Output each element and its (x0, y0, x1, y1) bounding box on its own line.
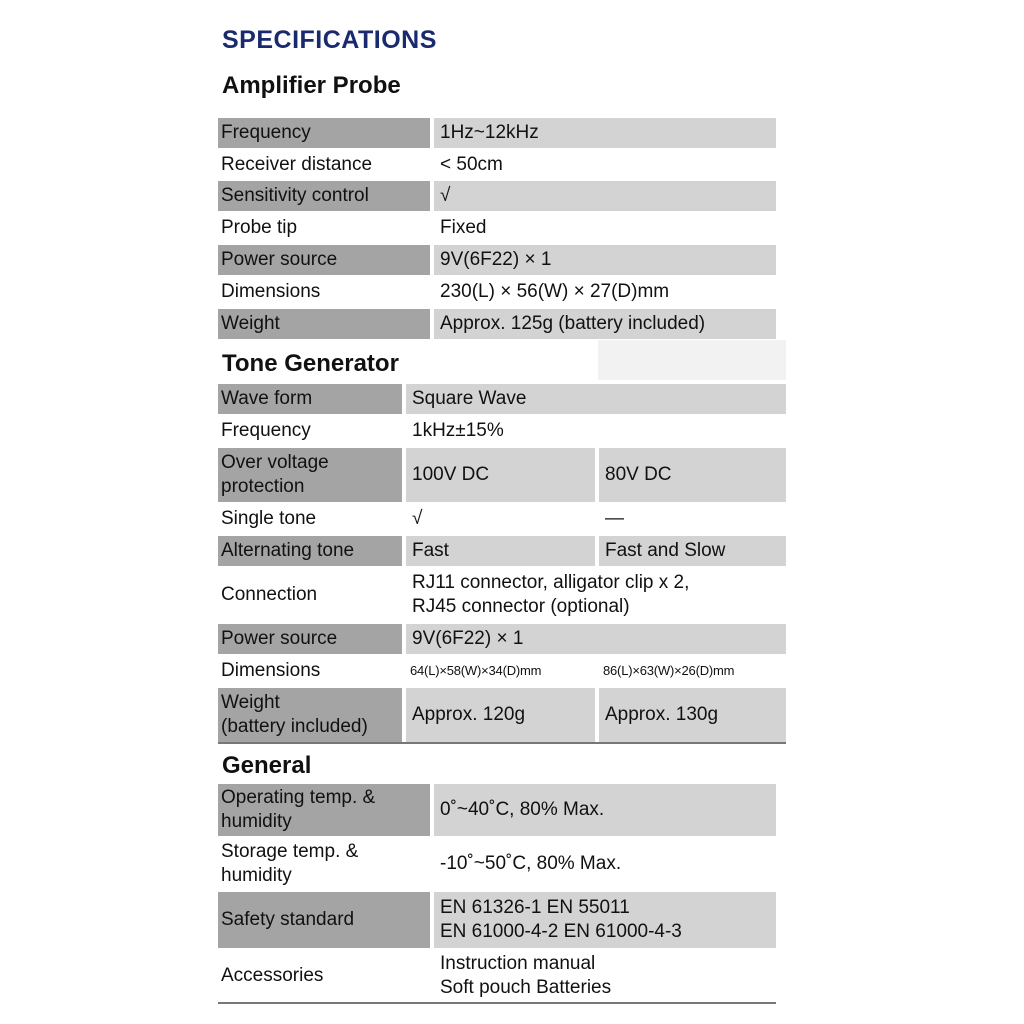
spec-label: Receiver distance (221, 154, 373, 175)
spec-value: 0˚~40˚C, 80% Max. (434, 784, 776, 836)
spec-value-line: Instruction manual (440, 953, 596, 974)
spec-value: √ (434, 181, 776, 211)
spec-value (406, 568, 786, 622)
spec-label-line: Weight (221, 692, 280, 713)
spec-row (218, 950, 776, 1002)
spec-value: -10˚~50˚C, 80% Max. (440, 853, 622, 874)
spec-label: Safety standard (218, 892, 430, 948)
spec-label-line: Storage temp. & (221, 841, 359, 862)
spec-value-model-a: √ (412, 508, 423, 529)
spec-label: Connection (221, 584, 318, 605)
spec-row (218, 150, 776, 180)
spec-row (218, 277, 776, 307)
spec-label: Single tone (221, 508, 317, 529)
spec-value: 1Hz~12kHz (434, 118, 776, 148)
spec-value: Fixed (440, 217, 487, 238)
spec-value-model-b: 80V DC (599, 448, 786, 502)
spec-label (218, 688, 402, 742)
spec-value (434, 892, 776, 948)
spec-value-model-a: Fast (406, 536, 595, 566)
spec-row (218, 309, 776, 339)
spec-row (218, 213, 776, 243)
page-title: SPECIFICATIONS (222, 26, 437, 54)
spec-value: 9V(6F22) × 1 (434, 245, 776, 275)
spec-row (218, 892, 776, 948)
spec-label: Dimensions (221, 660, 321, 681)
spec-label-line: protection (221, 476, 305, 497)
section-heading-general: General (222, 752, 312, 779)
spec-label: Frequency (221, 420, 311, 441)
spec-label-line: humidity (221, 865, 292, 886)
spec-label (218, 448, 402, 502)
spec-row (218, 624, 786, 654)
spec-value: Square Wave (406, 384, 786, 414)
spec-label-line: Operating temp. & (221, 787, 376, 808)
spec-label: Wave form (218, 384, 402, 414)
spec-value-model-a: 64(L)×58(W)×34(D)mm (410, 663, 542, 678)
spec-row (218, 448, 786, 502)
spec-value: < 50cm (440, 154, 503, 175)
spec-value-model-b: Fast and Slow (599, 536, 786, 566)
spec-label: Power source (218, 624, 402, 654)
spec-row (218, 838, 776, 890)
spec-label-line: humidity (221, 811, 292, 832)
spec-row (218, 504, 786, 534)
spec-label-line: Over voltage (221, 452, 329, 473)
spec-row (218, 181, 776, 211)
spec-value-line: Soft pouch Batteries (440, 977, 612, 998)
section-heading-tone-generator: Tone Generator (222, 350, 399, 377)
spec-value-model-a: 100V DC (406, 448, 595, 502)
spec-row (218, 118, 776, 148)
spec-label: Dimensions (221, 281, 321, 302)
table-bottom-rule (218, 1002, 776, 1004)
spec-row (218, 245, 776, 275)
spec-value: 1kHz±15% (412, 420, 504, 441)
spec-row (218, 656, 786, 686)
section-heading-amplifier-probe: Amplifier Probe (222, 72, 401, 99)
spec-value-model-b: 86(L)×63(W)×26(D)mm (603, 663, 735, 678)
spec-value: Approx. 125g (battery included) (434, 309, 776, 339)
spec-label: Alternating tone (218, 536, 402, 566)
spec-row (218, 784, 776, 836)
spec-label: Power source (218, 245, 430, 275)
spec-value-model-b: — (605, 508, 624, 529)
background-patch (598, 340, 786, 380)
spec-label: Frequency (218, 118, 430, 148)
spec-label (218, 838, 430, 890)
spec-label: Sensitivity control (218, 181, 430, 211)
spec-row (218, 416, 786, 446)
spec-label (218, 784, 430, 836)
spec-value: 9V(6F22) × 1 (406, 624, 786, 654)
spec-value (434, 950, 776, 1002)
spec-row (218, 384, 786, 414)
spec-label: Weight (218, 309, 430, 339)
spec-value: 230(L) × 56(W) × 27(D)mm (440, 281, 670, 302)
spec-row (218, 536, 786, 566)
spec-value-line: RJ11 connector, alligator clip x 2, (412, 572, 690, 593)
spec-row (218, 568, 786, 622)
spec-value-line: EN 61326-1 EN 55011 (440, 897, 630, 918)
spec-row (218, 688, 786, 742)
spec-label: Accessories (221, 965, 324, 986)
table-bottom-rule (218, 742, 786, 744)
spec-label-line: (battery included) (221, 716, 368, 737)
spec-value-model-b: Approx. 130g (599, 688, 786, 742)
spec-label: Probe tip (221, 217, 298, 238)
spec-value-model-a: Approx. 120g (406, 688, 595, 742)
spec-value-line: EN 61000-4-2 EN 61000-4-3 (440, 921, 682, 942)
spec-value-line: RJ45 connector (optional) (412, 596, 630, 617)
